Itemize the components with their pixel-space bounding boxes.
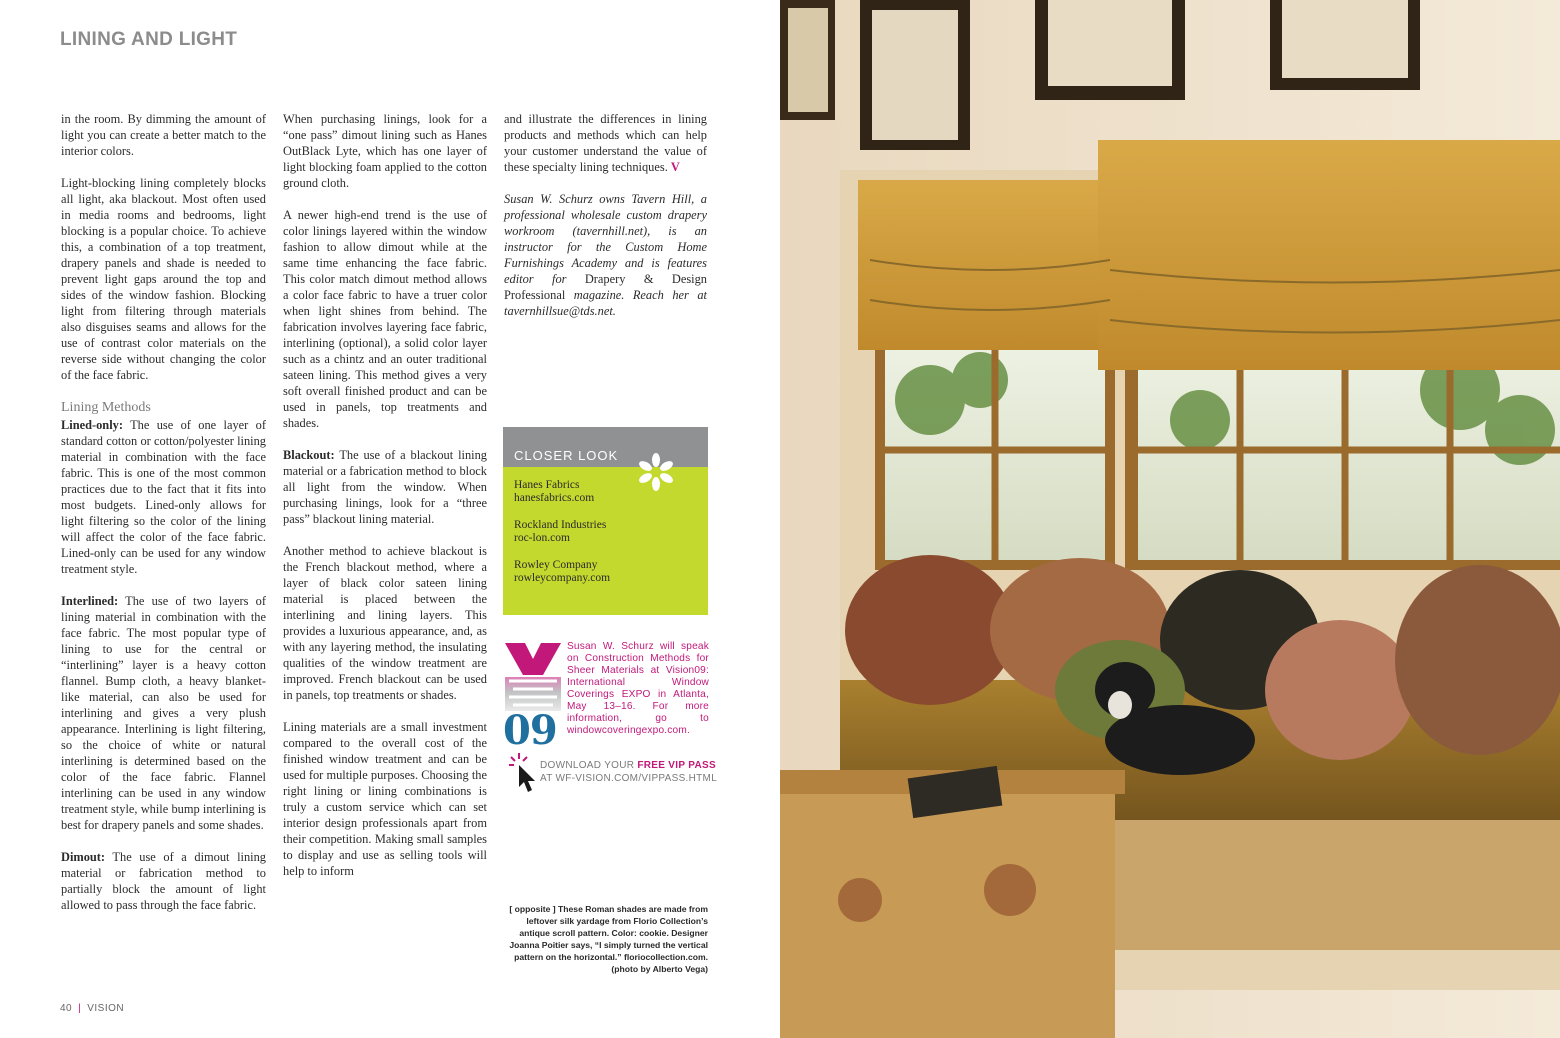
paragraph-interlined — [61, 593, 266, 833]
closer-look-header — [503, 427, 708, 467]
paragraph-closing — [504, 111, 707, 175]
term: Lined-only: — [61, 418, 123, 432]
term-text: The use of one layer of standard cotton or cotton/polyester lining material in combination with the face fabric. This is one of the most common practices due to the fact that it fits into most budgets. Lined-only allows for light filtering so the color of the lining will affect the color of the face fabric. Lined-only can be used for any window treatment style. — [61, 418, 266, 576]
article-column-2 — [283, 111, 487, 895]
subheading-lining-methods: Lining Methods — [61, 400, 151, 415]
page-footer — [60, 1003, 124, 1014]
company-url[interactable]: roc-lon.com — [514, 532, 570, 544]
closing-text: and illustrate the differences in lining products and methods which can help your customer understand the value of these specialty lining techniques. — [504, 112, 707, 174]
company-url[interactable]: hanesfabrics.com — [514, 492, 595, 504]
list-item — [514, 519, 708, 545]
company-url[interactable]: rowleycompany.com — [514, 572, 611, 584]
paragraph: When purchasing linings, look for a “one pass” dimout lining such as Hanes OutBlack Lyte, which has one layer of light blocking foam applied to the cotton ground cloth. — [283, 112, 487, 190]
promo-text: Susan W. Schurz will speak on Construction Methods for Sheer Materials at Vision09: International Window Coverings EXPO in Atlanta, May 13–16. For more information, go to windowcoveringexpo.com. — [567, 641, 709, 736]
company-name: Rowley Company — [514, 559, 598, 571]
caption-label: [ opposite ] — [509, 904, 556, 914]
closer-look-list — [503, 467, 708, 615]
section-header: LINING AND LIGHT — [60, 29, 238, 50]
cursor-icon — [507, 751, 537, 795]
bio-text: magazine. Reach her at tavernhillsue@tds.net. — [504, 288, 707, 318]
download-text: DOWNLOAD YOUR — [540, 760, 638, 771]
page-number: 40 — [60, 1003, 73, 1014]
article-column-3 — [504, 111, 707, 335]
company-name: Rockland Industries — [514, 519, 607, 531]
magazine-name: VISION — [87, 1003, 125, 1014]
paragraph: Light-blocking lining completely blocks all light, aka blackout. Most often used in media rooms and bedrooms, light blocking is a popular choice. To achieve this, a combination of a top treatment, drapery panels and shade is needed to prevent light gaps around the top and sides of the window fashion. Blocking light from filtering through materials also disguises seams and allows for the use of contrast color materials on the reverse side without changing the color of the face fabric. — [61, 176, 266, 382]
term-text: The use of a dimout lining material or fabrication method to partially block the amount of light allowed to pass through the face fabric. — [61, 850, 266, 912]
vision09-year: 09 — [503, 707, 557, 754]
photo-illustration — [780, 0, 1560, 1038]
term-text: The use of a blackout lining material or a fabrication method to block all light from the window. When purchasing linings, look for a “three pass” blackout lining material. — [283, 448, 487, 526]
paragraph: in the room. By dimming the amount of light you can create a better match to the interior colors. — [61, 112, 266, 158]
asterisk-icon — [636, 452, 676, 492]
paragraph-dimout — [61, 849, 266, 913]
paragraph: A newer high-end trend is the use of color linings layered within the window fashion to allow dimout while at the same time enhancing the face fabric. This color match dimout method allows a color face fabric to have a truer color when light shines from behind. The fabrication involves layering face fabric, interlining (optional), a solid color layer such as a chintz and an outer traditional sateen lining. This method gives a very soft overall finished product and can be used in panels, top treatments and shades. — [283, 208, 487, 430]
term-text: The use of two layers of lining material in combination with the face fabric. The most popular type of lining to use for the central or “interlining” layer is a heavy cotton flannel. Bump cloth, a heavy blanket-like material, can also be used for interlining and gives a very plush appearance. Interlining is light filtering, so the choice of white or natural interlining is determined based on the color of the face fabric. Flannel interlining can be used in any window treatment style, while bump interlining is best for drapery panels and some shades. — [61, 594, 266, 832]
list-item — [514, 559, 708, 585]
vip-pass-highlight: FREE VIP PASS — [637, 760, 716, 771]
paragraph-blackout — [283, 447, 487, 527]
term: Interlined: — [61, 594, 119, 608]
bio-text: Susan W. Schurz owns Tavern Hill, a professional wholesale custom drapery workroom (tavernhill.net), is an instructor for the Custom Home Furnishings Academy and is features editor for — [504, 192, 707, 286]
photo-caption — [503, 903, 708, 975]
paragraph-lined-only — [61, 417, 266, 577]
term: Blackout: — [283, 448, 335, 462]
vision09-promo — [503, 641, 718, 801]
download-pass[interactable] — [540, 759, 717, 785]
author-bio — [504, 191, 707, 319]
paragraph: Lining materials are a small investment compared to the overall cost of the finished window treatment and can be used for multiple purposes. Choosing the right lining or lining combinations is truly a custom service which can set interior design professionals apart from their competition. Making small samples to display and use as selling tools will help to inform — [283, 720, 487, 878]
magazine-name: Drapery & Design Professional — [504, 272, 707, 302]
term: Dimout: — [61, 850, 106, 864]
list-item — [514, 479, 708, 505]
window-seat-photo — [780, 0, 1560, 1038]
caption-text: These Roman shades are made from leftover silk yardage from Florio Collection’s antique scroll pattern. Color: cookie. Designer Joanna Poitier says, “I simply turned the vertical pattern on the horizontal.” floriocollection.com. (photo by Alberto Vega) — [509, 904, 708, 974]
company-name: Hanes Fabrics — [514, 479, 580, 491]
end-mark: V — [670, 160, 680, 174]
closer-look-title: CLOSER LOOK — [514, 448, 619, 463]
paragraph: Another method to achieve blackout is the French blackout method, where a layer of black color sateen lining material is placed between the interlining and lining layers. This provides a luxurious appearance, and, as with any layering method, the insulating qualities of the window treatment are improved. French blackout can be used in panels, top treatments or shades. — [283, 544, 487, 702]
article-column-1 — [61, 111, 266, 929]
closer-look-box — [503, 427, 708, 615]
footer-separator: | — [78, 1003, 82, 1014]
download-url[interactable]: AT WF-VISION.COM/VIPPASS.HTML — [540, 773, 718, 784]
